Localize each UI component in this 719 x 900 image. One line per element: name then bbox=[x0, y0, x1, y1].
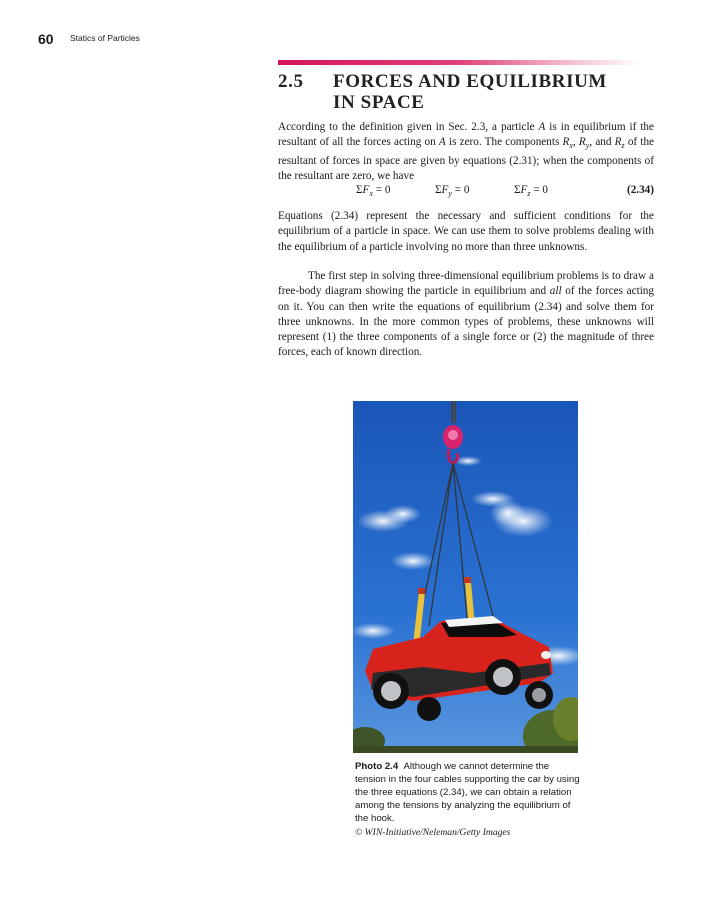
paragraph-first-step bbox=[278, 269, 654, 361]
equation-sum-fx: $\Sigma F_x = 0$ bbox=[356, 184, 391, 199]
symbol-rz: $R_z$ bbox=[614, 136, 625, 151]
text-run: According to the definition given in Sec. 2.3, a particle bbox=[278, 121, 539, 133]
photo-label: Photo 2.4 bbox=[355, 761, 399, 772]
symbol-rx: $R_x$ bbox=[562, 136, 573, 151]
section-heading bbox=[278, 71, 607, 113]
paragraph-intro: According to the definition given in Sec. 2.3, a particle A is in equilibrium if the resultant of all the forces acting on A is zero. The components $R_x$, $R_y$, and $R_z$ of the resultant of forces in space are given by equations (2.31); when the components of the resultant are zero, we have bbox=[278, 121, 655, 183]
photo-car-lifted bbox=[353, 401, 578, 753]
photo-caption-text: Although we cannot determine the tension in the four cables supporting the car by using the three equations (2.34), we can obtain a relation among the tensions by analyzing the equilibrium of the hook. bbox=[355, 761, 580, 824]
page-number: 60 bbox=[38, 31, 54, 47]
photo-credit: © WIN-Initiative/Neleman/Getty Images bbox=[355, 827, 511, 838]
section-title-line2: IN SPACE bbox=[333, 92, 425, 113]
equation-sum-fz: $\Sigma F_z = 0$ bbox=[514, 184, 548, 199]
paragraph-conditions: Equations (2.34) represent the necessary and sufficient conditions for the equilibrium of a particle in space. We can use them to solve problems dealing with the equilibrium of a particle involving no more than three unknowns. bbox=[278, 210, 654, 253]
text-run: of the forces acting on it. You can then write the equations of equilibrium (2.34) and solve them for three unknowns. In the more common types of problems, these unknowns will represent (1) the three components of a single force or (2) the magnitude of three forces, each of known direction. bbox=[278, 285, 654, 359]
section-title-line1: FORCES AND EQUILIBRIUM bbox=[333, 71, 607, 92]
section-rule bbox=[278, 60, 641, 65]
running-head: Statics of Particles bbox=[70, 33, 140, 43]
text-run: is in equilibrium if the resultant of all the forces acting on bbox=[278, 121, 654, 149]
symbol-a: A bbox=[538, 121, 546, 133]
text-run: , and bbox=[589, 136, 615, 149]
section-number: 2.5 bbox=[278, 71, 304, 92]
equation-number: (2.34) bbox=[626, 184, 654, 196]
text-run: The first step in solving three-dimensional equilibrium problems is to draw a free-body diagram showing the particle in equilibrium and bbox=[278, 270, 654, 298]
text-run: of the resultant of forces in space are given by equations (2.31); when the components of the resultant are zero, we have bbox=[278, 136, 655, 183]
equation-sum-fy: $\Sigma F_y = 0$ bbox=[435, 184, 470, 199]
emphasis-all: all bbox=[549, 285, 562, 298]
symbol-a: A bbox=[438, 136, 446, 149]
text-run: is zero. The components bbox=[445, 136, 563, 149]
symbol-ry: $R_y$ bbox=[578, 136, 590, 151]
equation-2-34 bbox=[278, 184, 654, 200]
photo-caption bbox=[355, 760, 581, 825]
